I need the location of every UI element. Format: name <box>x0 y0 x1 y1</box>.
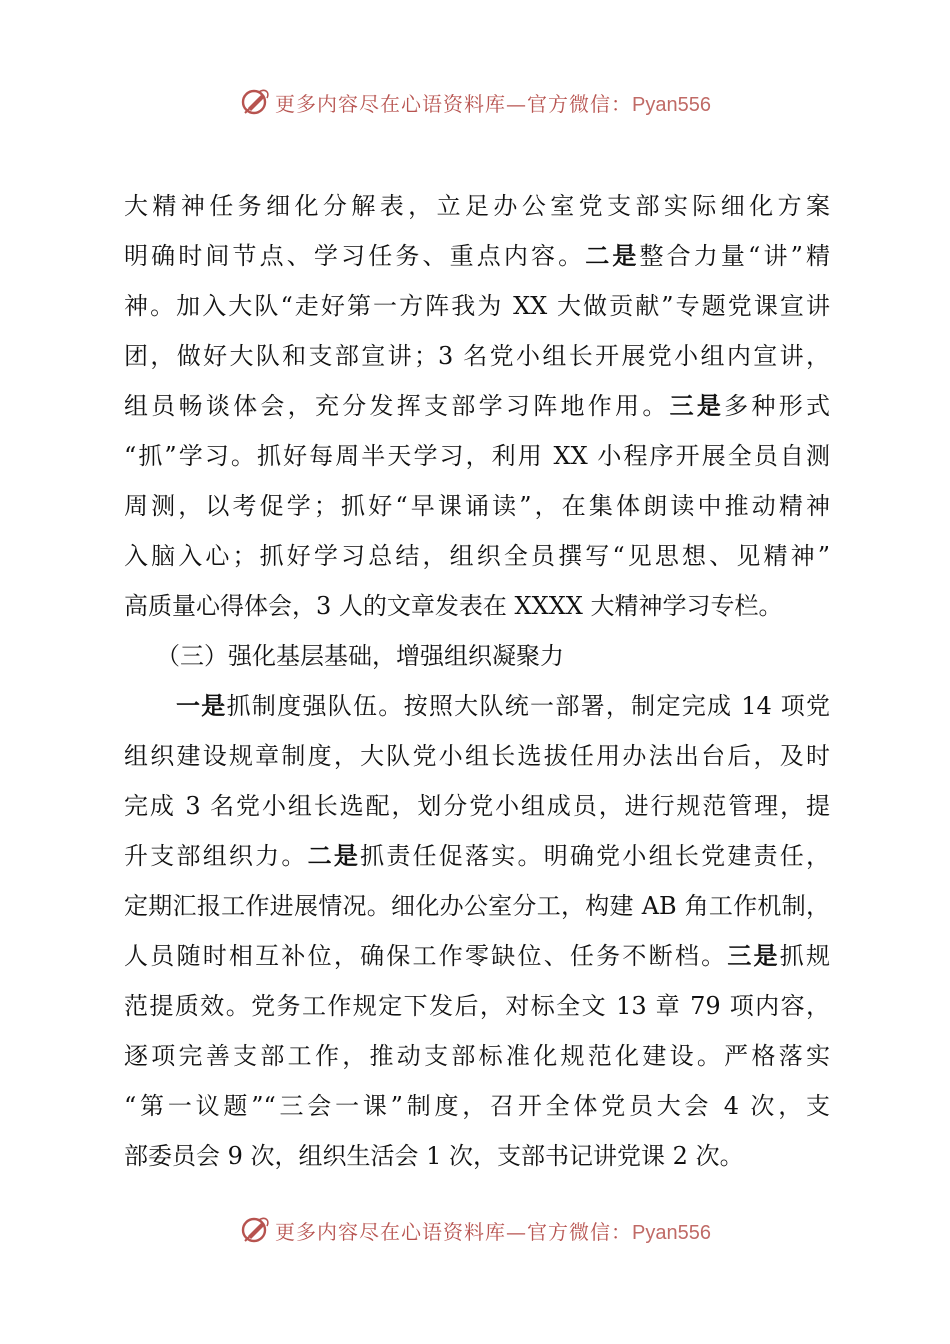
paragraph-line: “第一议题”“三会一课”制度，召开全体党员大会 4 次，支 <box>124 1092 830 1120</box>
paragraph-line: 团，做好大队和支部宣讲；3 名党小组长开展党小组内宣讲， <box>124 342 830 370</box>
paragraph-line: 范提质效。党务工作规定下发后，对标全文 13 章 79 项内容， <box>124 992 830 1020</box>
paragraph-line: 入脑入心；抓好学习总结，组织全员撰写“见思想、见精神” <box>124 542 830 570</box>
emphasis-label: 一是 <box>176 691 227 720</box>
paragraph-line: 高质量心得体会，3 人的文章发表在 XXXX 大精神学习专栏。 <box>124 592 783 620</box>
pen-seal-logo-icon <box>239 1214 271 1246</box>
watermark-text: 更多内容尽在心语资料库—官方微信：Pyan556 <box>275 1219 711 1244</box>
paragraph-line: 完成 3 名党小组长选配，划分党小组成员，进行规范管理，提 <box>124 792 830 820</box>
paragraph-line: 定期汇报工作进展情况。细化办公室分工，构建 AB 角工作机制， <box>124 892 830 920</box>
paragraph-line: 部委员会 9 次，组织生活会 1 次，支部书记讲党课 2 次。 <box>124 1142 744 1170</box>
watermark-text: 更多内容尽在心语资料库—官方微信：Pyan556 <box>275 91 711 116</box>
paragraph-line: 明确时间节点、学习任务、重点内容。二是整合力量“讲”精 <box>124 241 830 270</box>
paragraph-line: 升支部组织力。二是抓责任促落实。明确党小组长党建责任， <box>124 841 831 870</box>
paragraph-line: 周测，以考促学；抓好“早课诵读”，在集体朗读中推动精神 <box>124 492 830 520</box>
paragraph-line: 一是抓制度强队伍。按照大队统一部署，制定完成 14 项党 <box>176 691 831 720</box>
header-watermark <box>0 82 950 122</box>
document-body <box>124 181 830 1181</box>
paragraph-line: 逐项完善支部工作，推动支部标准化规范化建设。严格落实 <box>124 1042 830 1070</box>
emphasis-label: 二是 <box>585 241 640 270</box>
emphasis-label: 二是 <box>307 841 361 870</box>
paragraph-line: 组织建设规章制度，大队党小组长选拔任用办法出台后，及时 <box>124 742 830 770</box>
paragraph-line: 组员畅谈体会，充分发挥支部学习阵地作用。三是多种形式 <box>124 391 831 420</box>
paragraph-line: 人员随时相互补位，确保工作零缺位、任务不断档。三是抓规 <box>124 941 831 970</box>
emphasis-label: 三是 <box>669 391 725 420</box>
section-heading: （三）强化基层基础，增强组织凝聚力 <box>156 642 564 670</box>
pen-seal-logo-icon <box>239 86 271 118</box>
footer-watermark <box>0 1210 950 1250</box>
paragraph-line: 大精神任务细化分解表，立足办公室党支部实际细化方案 <box>124 192 830 220</box>
paragraph-line: 神。加入大队“走好第一方阵我为 XX 大做贡献”专题党课宣讲 <box>124 292 830 320</box>
paragraph-line: “抓”学习。抓好每周半天学习，利用 XX 小程序开展全员自测 <box>124 442 830 470</box>
emphasis-label: 三是 <box>727 941 780 970</box>
